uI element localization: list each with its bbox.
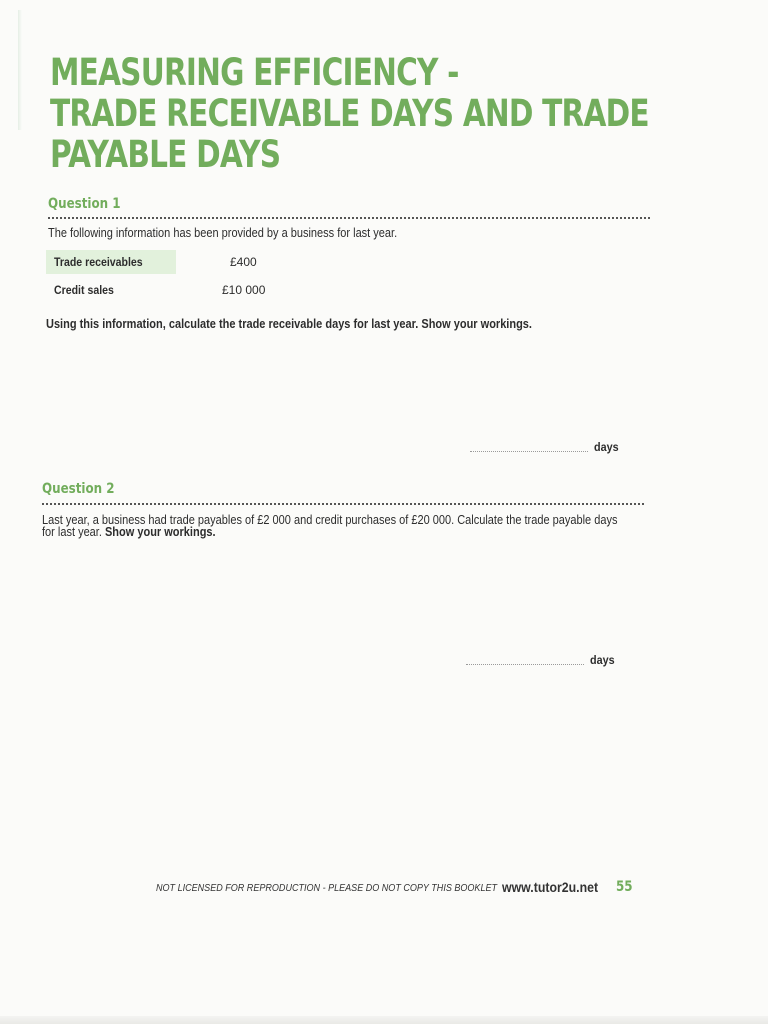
scan-bottom-edge xyxy=(0,1016,768,1024)
footer-copyright-notice: NOT LICENSED FOR REPRODUCTION - PLEASE DO NOT COPY THIS BOOKLET xyxy=(156,882,498,894)
question-2-text-bold: Show your workings. xyxy=(104,525,216,539)
question-2-divider xyxy=(42,503,644,505)
answer-line[interactable] xyxy=(470,451,588,452)
title-line-2: TRADE RECEIVABLE DAYS AND TRADE xyxy=(50,92,649,135)
table-row-credit-sales xyxy=(46,278,286,302)
table-value: £400 xyxy=(230,255,257,269)
table-row-trade-receivables xyxy=(46,250,286,274)
question-2-text-line-1: Last year, a business had trade payables of £2 000 and credit purchases of £20 000. Calculate the trade payable days xyxy=(42,513,618,527)
table-label: Trade receivables xyxy=(54,255,143,269)
table-label: Credit sales xyxy=(54,283,114,297)
page-number: 55 xyxy=(616,879,633,895)
answer-unit: days xyxy=(594,440,619,454)
question-1-instruction: Using this information, calculate the trade receivable days for last year. Show your workings. xyxy=(46,317,532,331)
question-2-text-plain: for last year. xyxy=(42,525,105,539)
footer-website-link[interactable]: www.tutor2u.net xyxy=(502,879,599,895)
answer-line[interactable] xyxy=(466,664,584,665)
question-1-divider xyxy=(48,217,650,219)
question-1-info-table xyxy=(46,250,286,304)
scan-edge-shadow xyxy=(18,10,22,130)
table-label-cell xyxy=(46,278,176,302)
question-1-heading: Question 1 xyxy=(48,196,121,212)
title-line-3: PAYABLE DAYS xyxy=(50,133,281,176)
question-2-heading: Question 2 xyxy=(42,481,115,497)
question-1-answer[interactable] xyxy=(470,440,630,456)
table-value: £10 000 xyxy=(222,283,266,297)
question-2-text-line-2 xyxy=(42,525,216,540)
page-title xyxy=(50,52,649,175)
table-label-cell xyxy=(46,250,176,274)
question-2-answer[interactable] xyxy=(466,653,626,669)
question-1-intro: The following information has been provided by a business for last year. xyxy=(48,226,398,240)
answer-unit: days xyxy=(590,653,615,667)
title-line-1: MEASURING EFFICIENCY - xyxy=(50,51,459,94)
